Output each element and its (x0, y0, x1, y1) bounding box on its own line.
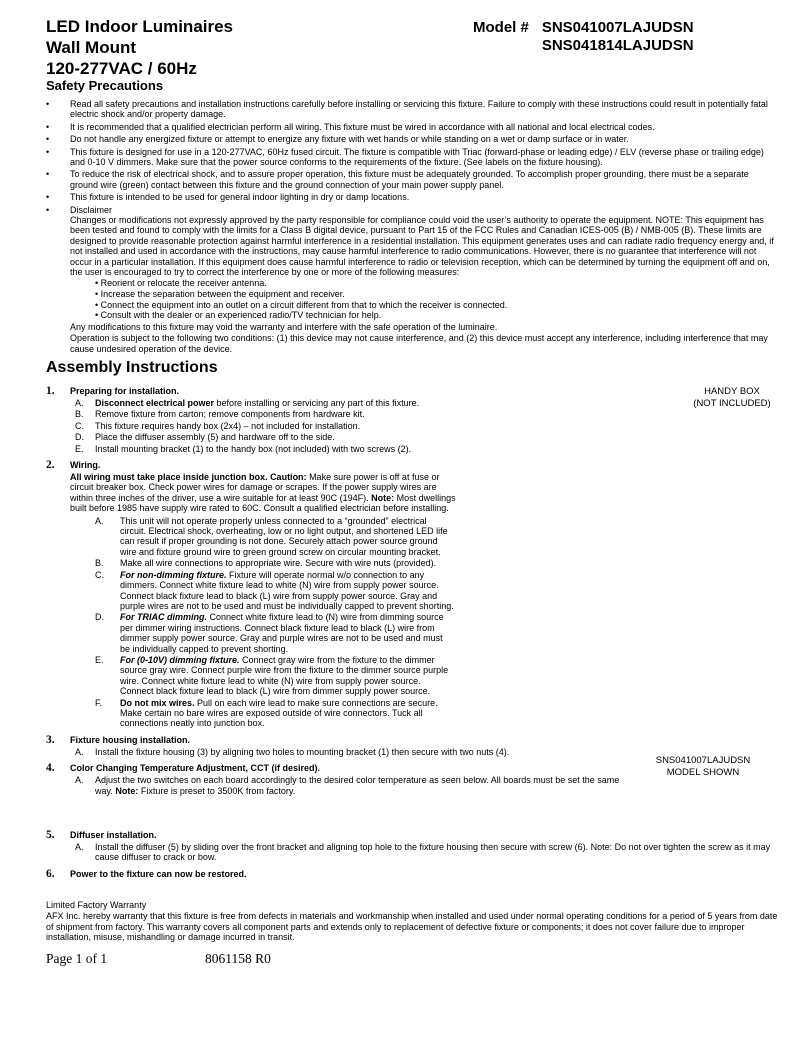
item-text: This unit will not operate properly unless connected to a “grounded” electrical circuit. Electrical shock, overheating, low or no light output, and shortened LED life can result if proper grounding is not done. Securely attach power source ground wire and fixture ground wire to green ground screw on circular mounting bracket. (120, 515, 448, 557)
disclaimer-measure-2: • Increase the separation between the equipment and receiver. (95, 289, 345, 300)
safety-bullet-text: Read all safety precautions and installation instructions carefully before installing or servicing this fixture. Failure to comply with these instructions could result in potentially fatal electric shock and/or property damage. (70, 99, 768, 120)
item-text: Install the diffuser (5) by sliding over the front bracket and aligning top hole to the fixture housing then secure with screw (6). Note: Do not over tighten the screw as it may cause diffuser to crack or bow. (95, 842, 771, 863)
product-title-line-3: 120-277VAC / 60Hz (46, 59, 197, 78)
bullet-icon: • (46, 192, 50, 203)
step-5-head (46, 830, 778, 841)
bullet-icon: • (46, 134, 50, 145)
step-number: 5. (46, 829, 55, 841)
disclaimer-measure-3: • Connect the equipment into an outlet on a circuit different from that to which the receiver is connected. (95, 299, 508, 310)
bullet-icon: • (46, 169, 50, 180)
document-number: 8061158 R0 (205, 951, 271, 966)
item-text: For TRIAC dimming. Connect white fixture lead to (N) wire from dimming source per dimmer wiring instructions. Connect black fixture lead to black (L) wire from dimmer supply power source. Gray and purple wires are not to be used and must be individually capped to prevent shorting. (120, 612, 444, 654)
item-text: This fixture requires handy box (2x4) – not included for installation. (95, 420, 361, 431)
disclaimer-body: Changes or modifications not expressly approved by the party responsible for compliance could void the user’s authority to operate the equipment. NOTE: This equipment has been tested and found to comply with the limits for a Class B digital device, pursuant to Part 15 of the FCC Rules and Canadian ICES-005 (B) / NMB-005 (B). These limits are designed to provide reasonable protection against harmful interference in a residential installation. This equipment generates uses and can radiate radio frequency energy and, if not installed and used in accordance with the instructions, may cause harmful interference to radio communications. However, there is no guarantee that interference will not occur in a particular installation. If this equipment does cause harmful interference to radio or television reception, which can be determined by turning the equipment off and on, the user is encouraged to try to correct the interference by one or more of the following measures: (70, 215, 774, 278)
item-text: Install the fixture housing (3) by aligning two holes to mounting bracket (1) then secure with two nuts (4). (95, 746, 510, 757)
disclaimer-measures (70, 278, 778, 320)
item-letter: B. (95, 558, 104, 569)
handy-box-note-line-1: HANDY BOX (704, 386, 760, 397)
product-title-line-1: LED Indoor Luminaires (46, 17, 234, 36)
item-text: Adjust the two switches on each board accordingly to the desired color temperature as seen below. All boards must be set the same way. Note: Fixture is preset to 3500K from factory. (95, 775, 620, 796)
item-letter: A. (75, 746, 84, 757)
disclaimer-section (70, 215, 778, 354)
item-text: Make all wire connections to appropriate wire. Secure with wire nuts (provided). (120, 558, 437, 569)
step-item (75, 775, 635, 796)
assembly-step-3 (46, 735, 778, 757)
safety-bullet-text: This fixture is intended to be used for general indoor lighting in dry or damp locations. (70, 192, 410, 203)
doc-header (46, 16, 778, 79)
safety-bullet-6 (46, 192, 778, 202)
product-title-line-2: Wall Mount (46, 38, 137, 57)
step-number: 6. (46, 867, 55, 880)
assembly-instructions-heading: Assembly Instructions (46, 359, 218, 376)
item-letter: A. (75, 398, 84, 408)
bullet-icon: • (46, 146, 50, 157)
safety-precautions-heading: Safety Precautions (46, 78, 164, 93)
page-footer (46, 951, 778, 971)
step-title: Diffuser installation. (70, 830, 157, 840)
step-item (95, 612, 455, 654)
step-item (75, 409, 778, 419)
item-text: For non-dimming fixture. Fixture will operate normal w/o connection to any dimmers. Connect white fixture lead to white (N) wire from supply power source. Connect black fixture lead to black (L) wire from supply power source. Gray and purple wires are not to be used and must be individually capped to prevent shorting. (120, 569, 454, 611)
step-number: 4. (46, 762, 55, 775)
safety-bullet-text: To reduce the risk of electrical shock, and to assure proper operation, this fixture must be adequately grounded. To accomplish proper grounding, there must be a separate ground wire (green) contact between this fixture and the ground connection of your main power supply panel. (70, 169, 749, 190)
step-title: Wiring. (70, 460, 101, 471)
step-item (95, 570, 455, 612)
bullet-icon: • (46, 204, 50, 215)
item-letter: C. (75, 420, 84, 431)
step-item (75, 444, 778, 454)
model-number-2: SNS041814LAJUDSN (541, 37, 694, 54)
item-letter: A. (75, 775, 84, 786)
warranty-section (46, 900, 778, 943)
item-text: Place the diffuser assembly (5) and hardware off to the side. (95, 432, 335, 443)
safety-bullet-text: Disclaimer (70, 204, 113, 215)
step-item (75, 398, 778, 408)
model-label: Model # (473, 19, 529, 36)
step-1-head (46, 386, 778, 397)
item-letter: F. (95, 697, 103, 708)
warranty-body: AFX Inc. hereby warranty that this fixture is free from defects in materials and workmanship when installed and used under normal operating conditions for a period of 5 years from date of shipment from factory. This warranty covers all component parts and extends only to replacement of defective fixture or components; it does not cover failure due to improper installation, misuse, mishandling or damage incurred in transit. (46, 911, 778, 943)
page-number: Page 1 of 1 (46, 951, 108, 966)
safety-bullet-text: This fixture is designed for use in a 120-277VAC, 60Hz fused circuit. The fixture is compatible with Triac (forward-phase or leading edge) / ELV (reverse phase or trailing edge) and 0-10 V dimmers. Make sure that the power source conforms to the requirements of the fixture. (See labels on the fixture housing). (70, 146, 764, 168)
assembly-steps (46, 386, 778, 886)
item-text: Disconnect electrical power before installing or servicing any part of this fixture. (95, 398, 420, 408)
disclaimer-note-2: Operation is subject to the following two conditions: (1) this device may not cause interference, and (2) this device must accept any interference, including interference that may cause undesired operation of the device. (70, 333, 768, 354)
disclaimer-measure-1: • Reorient or relocate the receiver antenna. (95, 278, 267, 289)
model-shown-note-line-1: SNS041007LAJUDSN (655, 755, 751, 766)
step-2-head (46, 460, 778, 471)
safety-bullet-5 (46, 169, 778, 190)
warranty-title: Limited Factory Warranty (46, 900, 147, 910)
safety-bullet-disclaimer (46, 205, 778, 215)
step-4-items (75, 775, 635, 796)
item-text: Remove fixture from carton; remove components from hardware kit. (95, 409, 365, 420)
step-item (75, 842, 778, 863)
item-letter: B. (75, 409, 84, 420)
step-number: 3. (46, 733, 55, 746)
handy-box-note-line-2: (NOT INCLUDED) (693, 398, 771, 409)
item-text: Do not mix wires. Pull on each wire lead to make sure connections are secure. Make certain no bare wires are exposed outside of wire connectors. Tuck all connections neatly into junction box. (120, 697, 438, 729)
step-title: Fixture housing installation. (70, 734, 191, 745)
step-3-head (46, 735, 778, 746)
assembly-step-6 (46, 869, 778, 880)
item-letter: D. (75, 432, 84, 443)
disclaimer-note-1: Any modifications to this fixture may void the warranty and interfere with the safe operation of the luminaire. (70, 321, 498, 332)
safety-bullet-text: It is recommended that a qualified electrician perform all wiring. This fixture must be wired in accordance with all national and local electrical codes. (70, 121, 655, 132)
step-item (95, 655, 455, 697)
step-item (75, 421, 778, 431)
assembly-step-5 (46, 830, 778, 863)
handy-box-note (684, 386, 780, 410)
item-letter: A. (95, 515, 104, 526)
step-title: Color Changing Temperature Adjustment, CCT (if desired). (70, 763, 321, 774)
step-item (75, 432, 778, 442)
safety-bullet-2 (46, 122, 778, 132)
model-number-1: SNS041007LAJUDSN (541, 19, 694, 36)
assembly-step-1 (46, 386, 778, 454)
step-5-items (75, 842, 778, 863)
item-letter: A. (75, 842, 84, 852)
model-shown-note-line-2: MODEL SHOWN (666, 767, 740, 778)
bullet-icon: • (46, 121, 50, 132)
assembly-step-2 (46, 460, 778, 729)
step-title: Preparing for installation. (70, 386, 180, 396)
safety-precautions-list (46, 99, 778, 217)
model-numbers (542, 19, 694, 55)
safety-bullet-4 (46, 147, 778, 168)
item-letter: E. (95, 654, 104, 665)
item-text: Install mounting bracket (1) to the handy box (not included) with two screws (2). (95, 443, 412, 454)
step-1-items (75, 398, 778, 454)
step-number: 2. (46, 459, 55, 472)
safety-bullet-3 (46, 134, 778, 144)
step-2-items (95, 516, 455, 729)
model-shown-note (642, 755, 764, 779)
step-item (95, 558, 455, 568)
disclaimer-measure-4: • Consult with the dealer or an experienced radio/TV technician for help. (95, 310, 382, 321)
item-letter: E. (75, 443, 84, 454)
step-6-head (46, 869, 778, 880)
item-letter: C. (95, 569, 104, 580)
bullet-icon: • (46, 99, 50, 109)
safety-bullet-text: Do not handle any energized fixture or attempt to energize any fixture with wet hands or while standing on a wet or damp surface or in water. (70, 134, 629, 145)
step-2-wiring-intro: All wiring must take place inside junction box. Caution: Make sure power is off at fuse or circuit breaker box. Check power wires for damage or scrapes. If the power supply wires are within three inches of the driver, use a wire suitable for at least 90C (194F). Note: Most dwellings built before 1985 have supply wire rated to 60C. Consult a qualified electrician before installing. (70, 472, 456, 514)
safety-bullet-1 (46, 99, 778, 120)
item-letter: D. (95, 612, 104, 623)
item-text: For (0-10V) dimming fixture. Connect gray wire from the fixture to the dimmer source gray wire. Connect purple wire from the fixture to the dimmer source purple wire. Connect white fixture lead to white (N) wire from supply power source. Connect black fixture lead to black (L) wire from dimmer supply power source. (120, 654, 449, 697)
step-number: 1. (46, 385, 55, 397)
step-item (95, 516, 455, 558)
step-item (95, 698, 455, 729)
step-title: Power to the fixture can now be restored. (70, 868, 247, 879)
model-block (473, 19, 694, 55)
